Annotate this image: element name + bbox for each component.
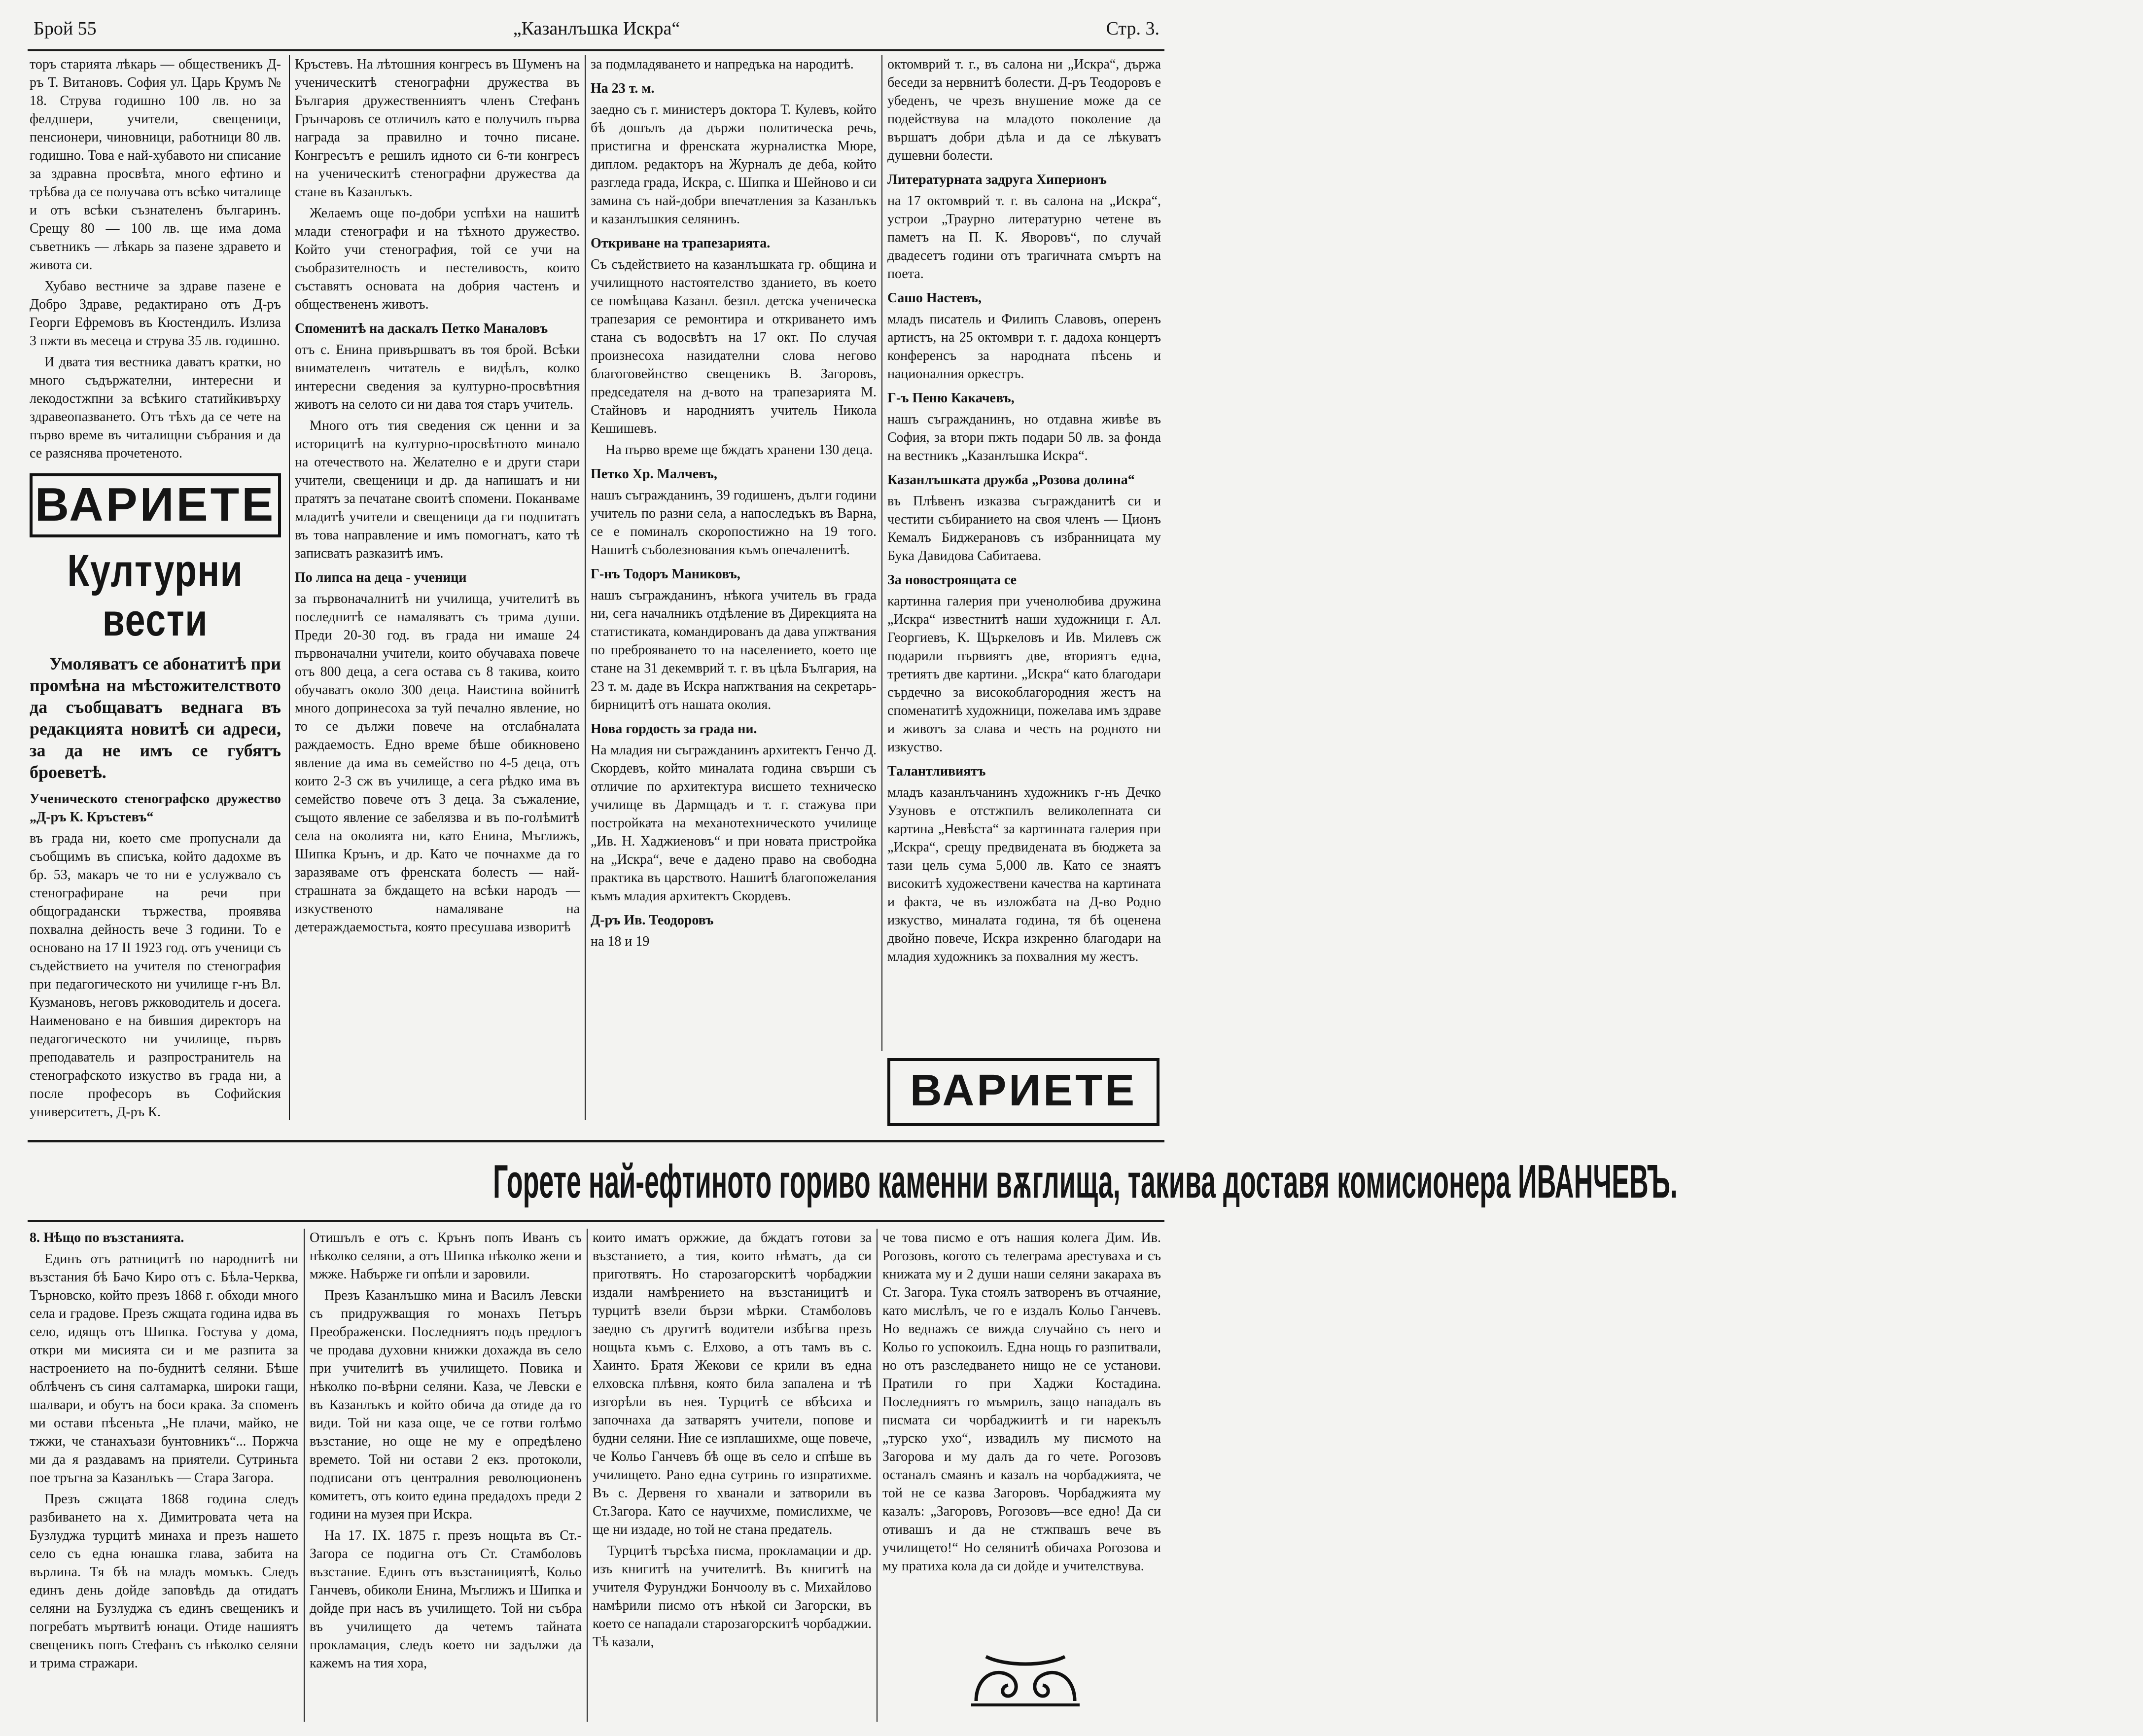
page-number: Стр. 3. [1106,18,1159,39]
article-text: На 17. IX. 1875 г. презъ нощьта въ Ст.-Загора се подигна отъ Ст. Стамболовъ възстание. Единъ отъ възстанициятѣ, Кольо Ганчевъ, обиколи Енина, Мъглижъ и Шипка и дойде при насъ въ училището. Той ни събра въ училището да четемъ тайната прокламация, следъ което ни задължи да кажемъ на тия хора, [310,1528,582,1671]
column-3 [591,55,877,1120]
column-rule [881,55,882,1051]
article-heading: Нова гордость за града ни. [591,721,757,737]
culture-news-title: Културни вести [67,546,244,645]
masthead [30,14,1163,48]
masthead-rule [28,49,1164,51]
banner-rule-top [28,1140,1164,1142]
subscriber-notice: Умоляватъ се абонатитѣ при промѣна на мѣстожителството да съобщаватъ веднага въ редакцията новитѣ си адреси, за да не имъ се губятъ броеветѣ. [30,654,281,782]
article-text: Единъ отъ ратницитѣ по народнитѣ ни възстания бѣ Бачо Киро отъ с. Бѣла-Черква, Търновско, който презъ 1868 г. обходи много села и градове. Презъ сжщата година идва въ село, идящъ отъ Шипка. Гостува у дома, откри ми мисията си и ме разпита за настроението на по-буднитѣ селяни. Бѣше облѣченъ съ синя салтамарка, широки гащи, шалвари, и обутъ на боси крака. За споменъ ми остави пѣсеньта „Не плачи, майко, не тжжи, че станахъази бунтовникъ“... Поржча ми да я раздавамъ на приятели. Сутриньта пое тръгна за Казанлъкъ — Стара Загора. [30,1251,298,1486]
paper-title: „Казанлъшка Искра“ [513,18,680,39]
variete-title: ВАРИЕТЕ [35,478,276,531]
article-heading: Д-ръ Ив. Теодоровъ [591,913,714,928]
variete-box-right [887,1058,1159,1126]
article-text: за първоначалнитѣ ни училища, учителитѣ въ последнитѣ се намаляватъ съ трима души. Преди 20-30 год. въ града ни имаше 24 първоначални учители, които обучаваха повече отъ 800 деца, а сега остава съ 8 такива, които обучаватъ около 300 деца. Наистина войнитѣ много допринесоха за туй печално явление, но то се дължи повече на отслабналата раждаемость. Едно време бѣше обикновено явление да има въ семейство по 4-5 деца, отъ които 2-3 сж въ училище, а сега рѣдко има въ семейство повече отъ 3 деца. За съжаление, същото явление се забелязва и въ по-голѣмитѣ села на околията ни, като Енина, Мъглижъ, Шипка Крънъ, и др. Като че почнахме да го заразяваме отъ френската болесть — най-страшната за бждащето на всѣки народъ — изкуственото намаляване на детераждаемостьта, която пресушава изворитѣ [295,591,580,935]
bottom-column-3 [593,1229,872,1727]
article-heading: Ученическото стенографско дружество „Д-ръ К. Кръстевъ“ [30,791,281,825]
article-text: нашъ съгражданинъ, но отдавна живѣе въ София, за втори пжть подари 50 лв. за фонда на вестникъ „Казанлъшка Искра“. [887,412,1161,463]
article-text: на 17 октомврий т. г. въ салона на „Искра“, устрои „Траурно литературно четене въ паметъ на П. К. Яворовъ“, по случай двадесетъ години отъ трагичната смъртъ на поета. [887,193,1161,282]
article-text: Хубаво вестниче за здраве пазене е Добро Здраве, редактирано отъ Д-ръ Георги Ефремовъ въ Кюстендилъ. Излиза 3 пжти въ месеца и струва 35 лв. годишно. [30,279,281,349]
article-text: въ града ни, което сме пропуснали да съобщимъ въ списъка, който дадохме въ бр. 53, макаръ че то ни е услужвало съ стенографиране на речи при общоградански тържества, проявява похвална дейность вече 3 години. То е основано на 17 II 1923 год. отъ ученици съ съдействието на учителя по стенография при педагогическото ни училище г-нъ Вл. Кузмановъ, неговъ ржководитель и досега. Наименовано е на бившия директоръ на педагогическото ни училище, първъ преподаватель и разпространитель на стенографското изкуство въ града ни, а после професоръ въ Софийския университетъ, Д-ръ К. [30,831,281,1120]
article-text: които иматъ оржжие, да бждатъ готови за възстанието, а тия, които нѣматъ, да си приготвятъ. Но старозагорскитѣ чорбаджии издали намѣрението на възстаницитѣ и турцитѣ взели бързи мѣрки. Стамболовъ заедно съ другитѣ водители избѣгва презъ нощьта къмъ с. Елхово, а отъ тамъ въ с. Хаинто. Братя Жекови се крили въ една елховска плѣвня, която била запалена и тѣ изгорѣли въ нея. Турцитѣ се вбѣсиха и започнаха да затварятъ учители, попове и будни селяни. Ние се изплашихме, още повече, че Кольо Ганчевъ бѣ още въ село и спѣше въ училището. Рано една сутринь го изпратихме. Въ с. Дервеня го хванали и затворили въ Ст.Загора. Като се научихме, помислихме, че ще ни издаде, но той не стана предатель. [593,1230,872,1537]
column-rule [289,55,290,1120]
article-text: за подмладяването и напредъка на народитѣ. [591,57,854,72]
column-1 [30,55,281,1120]
column-rule [585,55,586,1120]
article-heading: Петко Хр. Малчевъ, [591,466,717,482]
article-heading: На 23 т. м. [591,81,655,96]
article-text: картинна галерия при ученолюбива дружина „Искра“ известнитѣ наши художници г. Ал. Георгиевъ, К. Щъркеловъ и Ив. Милевъ сж подарили първиятъ две, вториятъ една, третиятъ две картини. „Искра“ като благодари сърдечно за високоблагородния жестъ на споменатитѣ художници, пожелава имъ здраве и животъ за слава и честь на родното ни изкуство. [887,594,1161,755]
bottom-column-1 [30,1229,298,1727]
article-heading: Казанлъшката дружба „Розова долина“ [887,472,1135,488]
article-text: И двата тия вестника даватъ кратки, но много съдържателни, интересни и лекодостжпни за всѣкиго статийкивърху здравеопазването. Отъ тѣхъ да се чете на първо време въ читалищни събрания и да се разяснява прочетеното. [30,354,281,461]
article-heading: Г-ъ Пеню Какачевъ, [887,390,1015,406]
banner-text: Горете най-ефтиното гориво каменни вѫглища, такива доставя комисионера ИВАНЧЕВЪ. [492,1155,1678,1208]
article-text: младъ казанлъчанинъ художникъ г-нъ Дечко Узуновъ е отстжпилъ великолепната си картина „Невѣста“ за картинната галерия при „Искра“, срещу предвидената въ бюджета за тази цель сума 5,000 лв. Като се знаятъ високитѣ художествени качества на картината и факта, че въ изложбата на Д-во Родно изкуство, миналата година, тя бѣ оценена двойно повече, Искра изкренно благодари на младия художникъ за похвалния му жестъ. [887,785,1161,964]
banner-rule-bottom [28,1220,1164,1222]
advertisement-banner [28,1150,1678,1214]
article-heading: Литературната задруга Хиперионъ [887,172,1107,187]
article-text: Много отъ тия сведения сж ценни и за историцитѣ на културно-просвѣтното минало на отечеството на. Желателно е и други стари учители, свещеници и др. да напишатъ и ни пратятъ за печатане своитѣ спомени. Поканваме младитѣ учители и свещеници да ги подпитатъ въ това направление и имъ помогнатъ, като тѣ записватъ разказитѣ имъ. [295,418,580,561]
article-text: Желаемъ още по-добри успѣхи на нашитѣ млади стенографи и на тѣхното дружество. Който учи стенография, той се учи на съобразителность и пестеливость, които съставятъ основата на добрия частенъ и обществененъ животъ. [295,206,580,312]
article-text: Презъ Казанлъшко мина и Василъ Левски съ придружващия го монахъ Петъръ Преображенски. Последниятъ подъ предлогъ че продава духовни книжки дохажда въ село при учителитѣ въ училището. Повика и нѣколко по-вѣрни селяни. Каза, че Левски е въ Казанлъкъ и който обича да отиде да го види. Той ни каза още, че се готви голѣмо възстание, но още не му е опредѣлено времето. Той ни остави 2 екз. протоколи, подписани отъ централния революционенъ комитетъ, отъ които едина предадохъ преди 2 години на музея при Искра. [310,1288,582,1522]
article-text: торъ старията лѣкарь — общественикъ Д-ръ Т. Витановъ. София ул. Царь Крумъ № 18. Струва годишно 100 лв. но за фелдшери, учители, свещеници, пенсионери, чиновници, работници 80 лв. годишно. Това е най-хубавото ни списание за здравна просвѣта, много ефтино и трѣбва да се получава отъ всѣко читалище и отъ всѣки съзнателенъ българинъ. Срещу 80 — 100 лв. ще има дома съветникъ — лѣкарь за пазене здравето и живота си. [30,57,281,273]
article-text: на 18 и 19 [591,934,650,949]
article-text: Турцитѣ търсѣха писма, прокламации и др. изъ книгитѣ на учителитѣ. Въ книгитѣ на учителя Фурунджи Бончоолу въ с. Михайлово намѣрили писмо отъ нѣкой си Загорски, въ което се нападали старозагорскитѣ чорбаджии. Тѣ казали, [593,1543,872,1650]
article-text: въ Плѣвенъ изказва съгражданитѣ си и честити събиранието на своя членъ — Ционъ Кемалъ Биджерановъ съ избранницата му Бука Давидова Сабитаева. [887,494,1161,564]
article-heading: Г-нъ Тодоръ Маниковъ, [591,567,740,582]
decorative-ornament-icon [966,1647,1085,1711]
article-text: младъ писатель и Филипъ Славовъ, оперенъ артистъ, на 25 октомври т. г. дадоха концертъ конференсъ за народната пѣсень и националния оркестръ. [887,312,1161,382]
article-text: На първо време ще бждатъ хранени 130 деца. [605,442,873,458]
article-text: нашъ съгражданинъ, 39 годишенъ, дълги години учитель по разни села, а напоследъкъ въ Варна, се е поминалъ скоропостижно на 19 того. Нашитѣ съболезнования къмъ опечаленитѣ. [591,488,877,558]
article-text: отъ с. Енина привършватъ въ тоя брой. Всѣки внимателенъ читатель е видѣлъ, колко интересни сведения за културно-просвѣтния животъ на селото си ни дава тоя старъ учитель. [295,342,580,412]
article-text: нашъ съгражданинъ, нѣкога учитель въ града ни, сега началникъ отдѣление въ Дирекцията на статистиката, командированъ да дава упжтвания по преброяването то на населението, което ще стане на 31 декемврий т. г. въ цѣла България, на 23 т. м. даде въ Искра напжтвания на секретарь-бирницитѣ отъ нашата околия. [591,588,877,712]
article-heading: 8. Нѣщо по възстанията. [30,1230,184,1245]
article-heading: Споменитѣ на даскалъ Петко Маналовъ [295,321,548,336]
bottom-column-2 [310,1229,582,1727]
article-heading: Талантливиятъ [887,764,986,779]
column-rule [877,1229,878,1722]
article-text: заедно съ г. министеръ доктора Т. Кулевъ, който бѣ дошълъ да държи политическа речь, пристигна и френската журналистка Мюре, диплом. редакторъ на Журналъ де деба, който разгледа града, Искра, с. Шипка и Шейново и си замина съ най-добри впечатления за Казанлъкъ и казанлъшкия селянинъ. [591,102,877,227]
column-2 [295,55,580,1120]
article-heading: По липса на деца - ученици [295,570,467,585]
article-text: На младия ни съгражданинъ архитектъ Генчо Д. Скордевъ, който миналата година свърши съ отличие по архитектура висшето техническо училище въ Дармщадъ и т. г. стажува при постройката на механотехническото училище „Ив. Н. Хаджиеновъ“ и при новата пристройка на „Искра“, вече е дадено право на свободна практика въ царството. Нашитѣ благопожелания къмъ младия архитектъ Скордевъ. [591,743,877,904]
column-4 [887,55,1161,1051]
article-heading: Откриване на трапезарията. [591,236,771,251]
variete-box [30,473,281,537]
bottom-column-4 [882,1229,1161,1638]
article-heading: За новостроящата се [887,572,1017,588]
article-text: че това писмо е отъ нашия колега Дим. Ив. Рогозовъ, когото съ телеграма арестуваха и съ книжата му и 2 души наши селяни закараха въ Ст. Загора. Тука стоялъ затворенъ въ отчаяние, като мислѣлъ, че го е издалъ Кольо Ганчевъ. Но веднажъ се вижда случайно съ него и Кольо го успокоилъ. Една нощь го разпитвали, но отъ разследването нищо не се установи. Пратили го при Хаджи Костадина. Последниятъ го мъмрилъ, защо нападалъ въ писмата си чорбаджиитѣ и ги нарекълъ „турско ухо“, извадилъ му писмото на Загорова и му далъ да го чете. Рогозовъ останалъ смаянъ и казалъ на чорбаджията, че той не се казва Загоровъ. Чорбаджията му казалъ: „Загоровъ, Рогозовъ—все едно! Да си отивашъ и да не стжпвашъ вече въ училището!“ Но селянитѣ обичаха Рогозова и му пратиха кола да си дойде и учителствува. [882,1230,1161,1574]
variete-title-right: ВАРИЕТЕ [910,1066,1137,1115]
column-rule [587,1229,588,1722]
article-text: октомврий т. г., въ салона ни „Искра“, държа беседи за нервнитѣ болести. Д-ръ Теодоровъ е убеденъ, че чрезъ внушение може да се подействува на младото поколение да вършатъ добри дѣла и да се лѣкуватъ душевни болести. [887,57,1161,163]
article-text: Съ съдействието на казанлъшката гр. община и училищното настоятелство зданието, въ което се помѣщава Казанл. безпл. детска ученическа трапезария се ремонтира и откриването имъ стана съ водосвѣтъ на 17 окт. По случая произнесоха назидателни слова негово благоговейнство свещеникъ В. Загоровъ, председателя на д-вото на трапезарията М. Стайновъ и народниятъ учитель Никола Кешишевъ. [591,257,877,436]
article-text: Кръстевъ. На лѣтошния конгресъ въ Шуменъ на ученическитѣ стенографни дружества въ България дружественниятъ членъ Стефанъ Грънчаровъ се отличилъ като е получилъ първа награда за правилно и точно писане. Конгресътъ е решилъ идното си 6-ти конгресъ на ученическитѣ стенографни дружества да стане въ Казанлъкъ. [295,57,580,200]
article-heading: Сашо Настевъ, [887,290,982,306]
issue-number: Брой 55 [34,18,97,39]
article-text: Презъ сжщата 1868 година следъ разбиването на х. Димитровата чета на Бузлуджа турцитѣ минаха и презъ нашето село съ една юнашка глава, забита на върлина. Тя бѣ на младъ момъкъ. Следъ единъ день дойде заповѣдь да отидатъ селяни на Бузлуджа съ единъ свещеникъ и погребатъ мъртвитѣ юнаци. Отиде нашиятъ свещеникъ попъ Стефанъ съ нѣколко селяни и трима стражари. [30,1491,298,1671]
article-text: Отишълъ е отъ с. Крънъ попъ Иванъ съ нѣколко селяни, а отъ Шипка нѣколко жени и мжже. Набърже ги опѣли и заровили. [310,1230,582,1282]
column-rule [304,1229,305,1722]
